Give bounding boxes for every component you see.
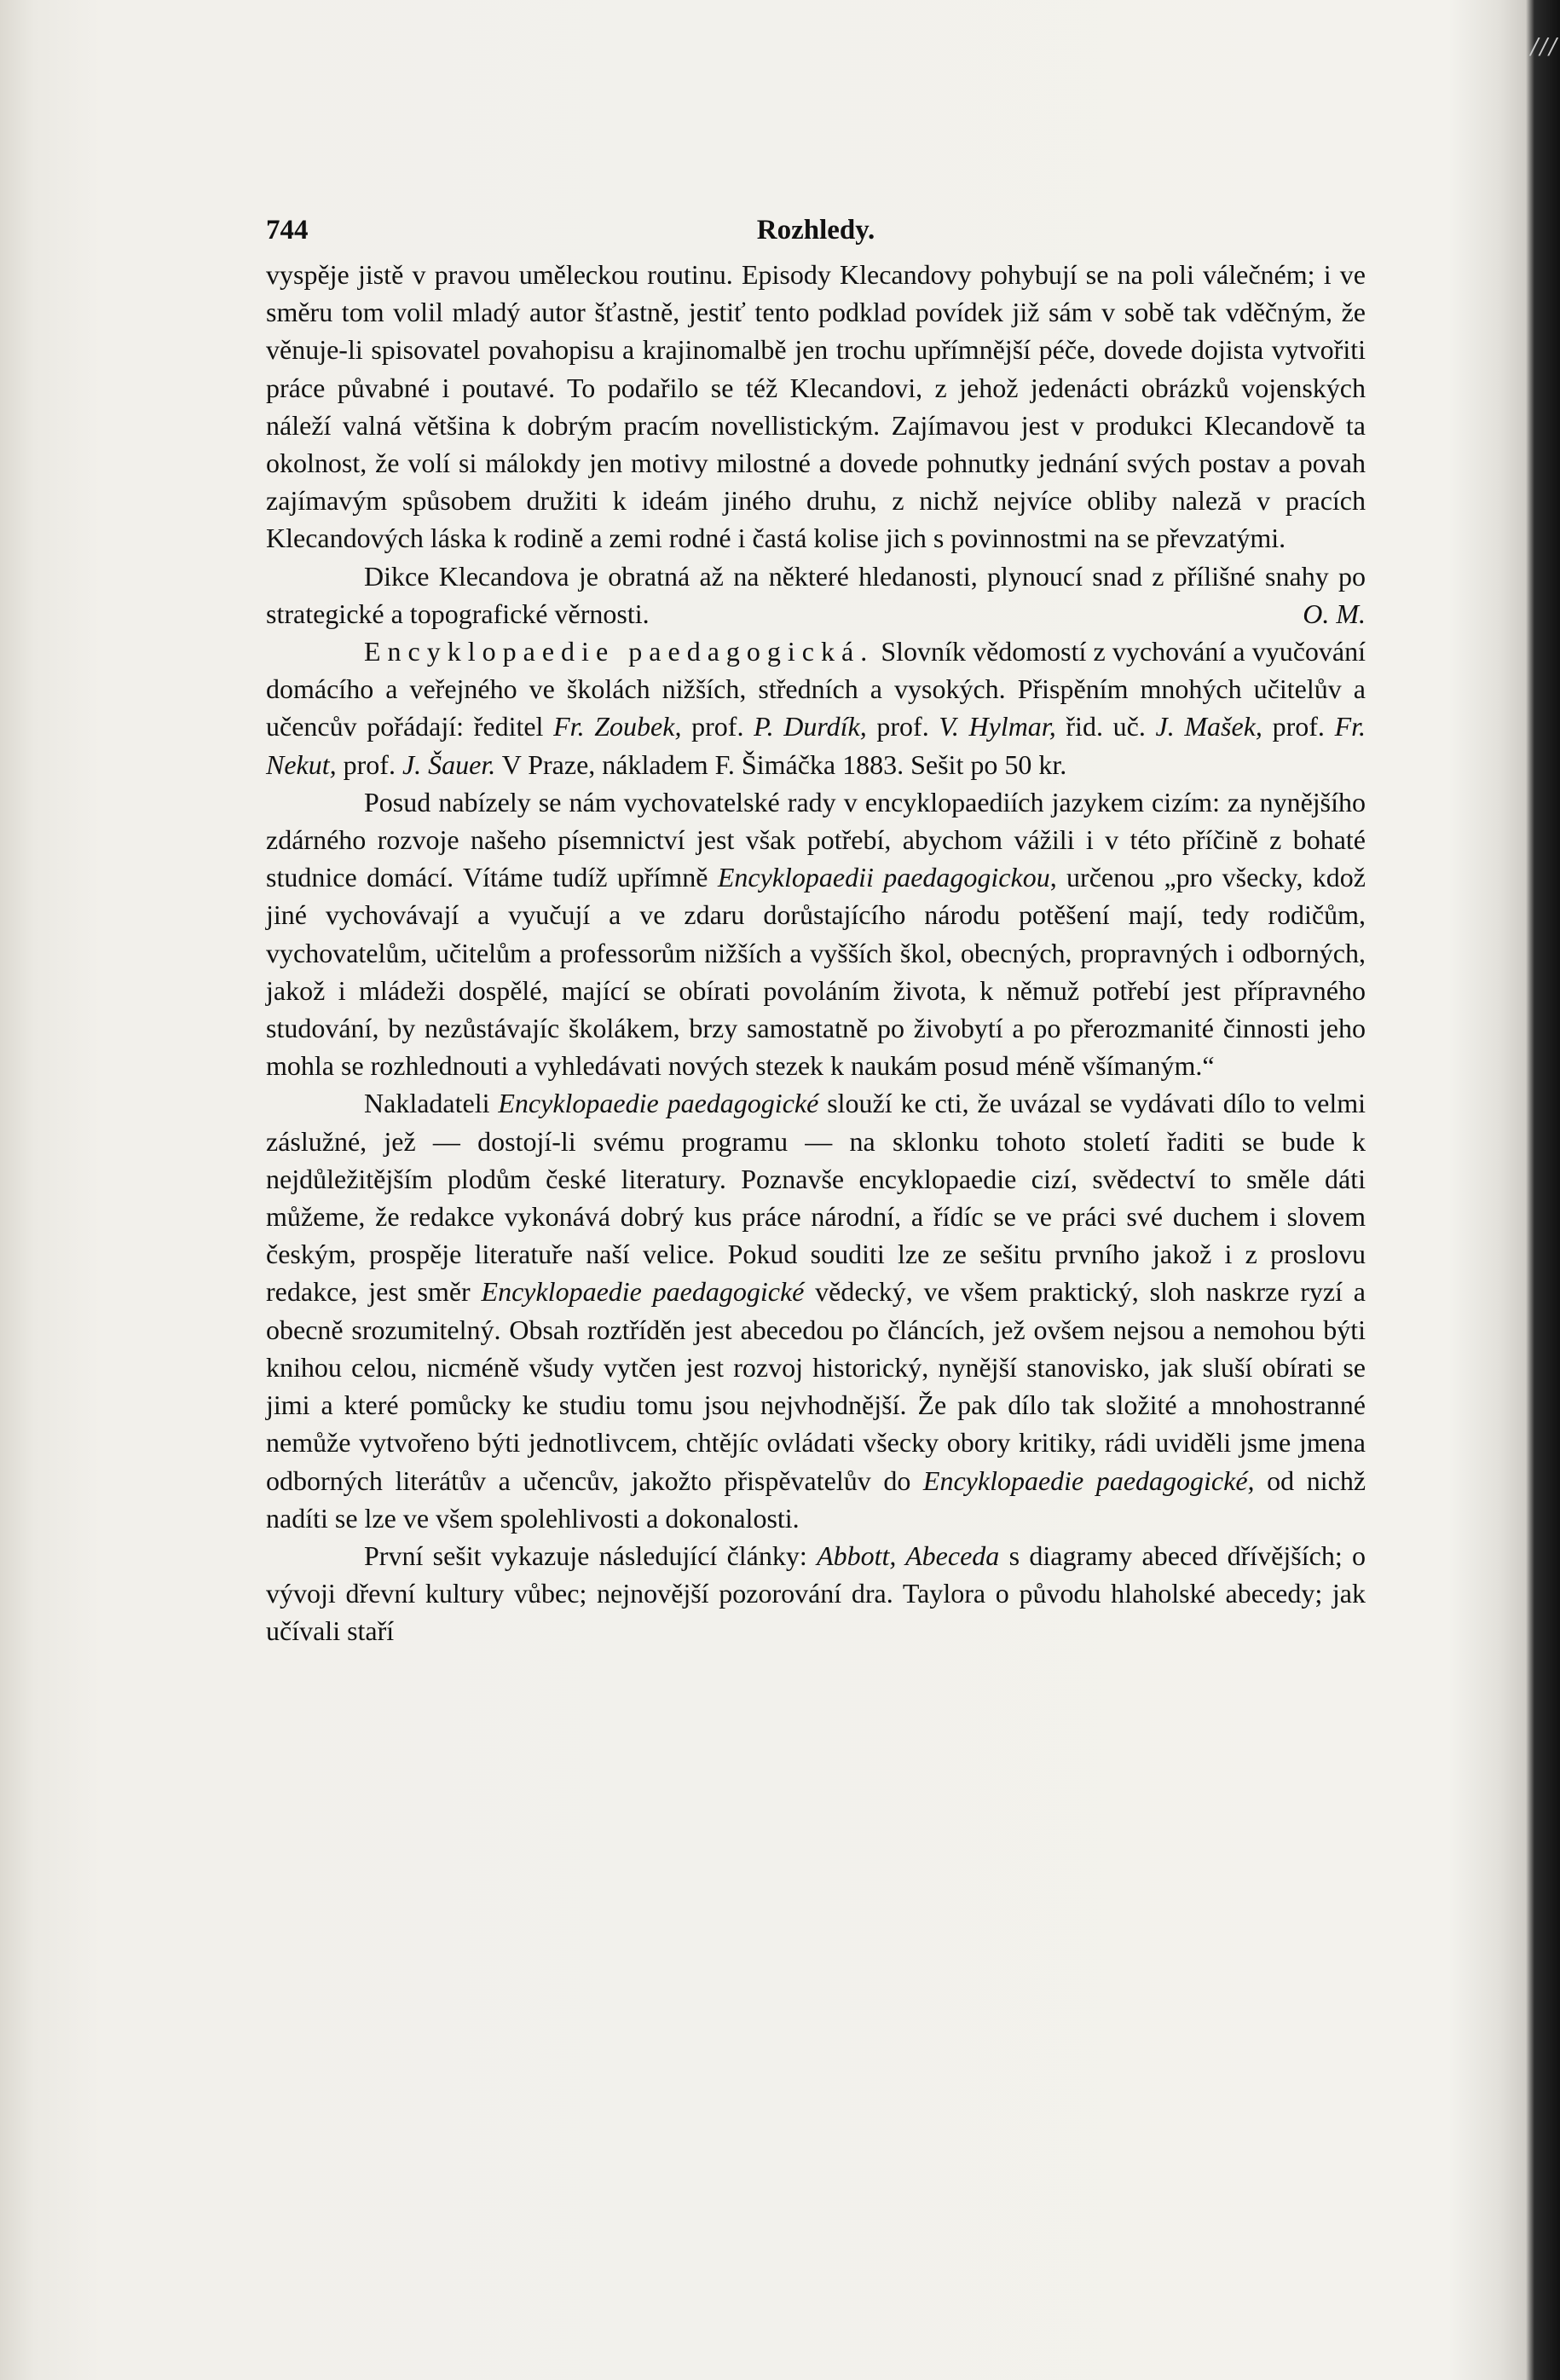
- editor-name: Fr. Nekut,: [266, 711, 1366, 780]
- italic-title: Encyklopaedie paedagogické: [481, 1276, 805, 1308]
- paragraph-text: Posud nabízely se nám vychovatelské rady v encyklopaediích jazykem cizím: za nynějšího zdárného rozvoje našeho písemnictví jest však potřebí, abychom vážili i v této příčině z bohaté studnice domácí. Vítáme tudíž upřímně: [266, 786, 1366, 893]
- page-content: [266, 205, 1366, 1650]
- italic-title: Abbott, Abeceda: [817, 1539, 1000, 1571]
- page-number: 744: [266, 215, 309, 246]
- book-text: prof.: [681, 711, 754, 742]
- paragraph-5: [266, 1084, 1366, 1536]
- paragraph-1: vyspěje jistě v pravou uměleckou routinu. Episody Klecandovy pohybují se na poli válečném; i ve směru tom volil mladý autor šťastně, jestiť tento podklad povídek již sám v sobě tak vděčným, že věnuje-li spisovatel povahopisu a krajinomalbě jen trochu upřímnější péče, dovede dojista vytvořiti práce půvabné i poutavé. To podařilo se též Klecandovi, z jehož jedenácti obrázků vojenských náleží valná většina k dobrým pracím novellistickým. Zajímavou jest v produkci Klecandově ta okolnost, že volí si málokdy jen motivy milostné a dovede pohnutky jednání svých postav a povah zajímavým spůsobem družiti k ideám jiného druhu, z nichž nejvíce obliby naleză v pracích Klecandových láska k rodině a zemi rodné i častá kolise jich s povinnostmi na se převzatými.: [266, 259, 1366, 554]
- editor-name: P. Durdík,: [754, 711, 867, 742]
- book-text: řid. uč.: [1055, 711, 1156, 742]
- book-text: prof.: [1262, 711, 1335, 742]
- paragraph-4: [266, 783, 1366, 1085]
- running-head: [266, 205, 1366, 256]
- body-text: [266, 256, 1366, 1650]
- italic-title: Encyklopaedii paedagogickou: [717, 862, 1050, 893]
- running-title: Rozhledy.: [756, 215, 875, 246]
- paragraph-2-text: Dikce Klecandova je obratná až na některé hledanosti, plynoucí snad z přílišné snahy po strategické a topografické věrnosti.: [266, 560, 1366, 629]
- author-signature: O. M.: [1303, 598, 1366, 629]
- italic-title: Encyklopaedie paedagogické: [498, 1088, 819, 1119]
- editor-name: Fr. Zoubek,: [553, 711, 682, 742]
- paragraph-text: vědecký, ve všem praktický, sloh naskrze ryzí a obecně srozumitelný. Obsah roztříděn jest abecedou po článcích, jež ovšem nejsou a nemohou býti knihou celou, nicméně všudy vytčen jest rozvoj historický, nynější stanovisko, jak sluší obírati se jimi a které pomůcky ke studiu tomu jsou nejvhodnější. Že pak dílo tak složité a mnohostranné nemůže vytvořeno býti jednotlivcem, chtějíc ovládati všecky obory kritiky, rádi uviděli jsme jmena odborných literátův a učencův, jakožto přispěvatelův do: [266, 1276, 1366, 1496]
- book-text: Slovník vědomostí z vychování a vyučování domácího a veřejného ve školách nižších, středních a vysokých. Přispěním mnohých učitelův a učencův pořádají: ředitel: [266, 636, 1366, 742]
- edge-mark: ///: [1530, 34, 1558, 60]
- paragraph-2: [266, 557, 1366, 633]
- book-text: prof.: [336, 748, 402, 780]
- paragraph-text: slouží ke cti, že uvázal se vydávati dílo to velmi záslužné, jež — dostojí-li svému programu — na sklonku tohoto století řaditi se bude k nejdůležitějším plodům české literatury. Poznavše encyklopaedie cizí, svědectví to směle dáti můžeme, že redakce vykonává dobrý kus práce národní, a řídíc se ve práci své duchem i slovem českým, prospěje literatuře naší velice. Pokud souditi lze ze sešitu prvního jakož i z proslovu redakce, jest směr: [266, 1088, 1366, 1308]
- editor-name: V. Hylmar,: [939, 711, 1056, 742]
- paragraph-text: s diagramy abeced dřívějších; o vývoji dřevní kultury vůbec; nejnovější pozorování dra. Taylora o původu hlaholské abecedy; jak učívali staří: [266, 1539, 1366, 1647]
- italic-title: Encyklopaedie paedagogické,: [922, 1464, 1255, 1496]
- book-text: prof.: [866, 711, 939, 742]
- editor-name: J. Mašek,: [1155, 711, 1262, 742]
- paragraph-text: , určenou „pro všecky, kdož jiné vychovávají a vyučují a ve zdaru dorůstajícího národu potěšení mají, tedy rodičům, vychovatelům, učitelům a professorům nižších a vyšších škol, obecných, propravných i odborných, jakož i mládeži dospělé, mající se obírati povoláním života, k němuž potřebí jest přípravného studování, by nezůstávajíc školákem, brzy samostatně po živobytí a po přerozmanité činnosti jeho mohla se rozhlednouti a vyhledávati nových stezek k naukám posud méně všímaným.“: [266, 862, 1366, 1082]
- book-title: Encyklopaedie paedagogická.: [364, 636, 875, 667]
- paragraph-text: Nakladateli: [364, 1088, 499, 1119]
- paragraph-text: První sešit vykazuje následující články:: [364, 1539, 818, 1571]
- book-text: V Praze, nákladem F. Šimáčka 1883. Sešit po 50 kr.: [495, 748, 1067, 780]
- paragraph-3-book-entry: [266, 633, 1366, 783]
- paragraph-6: [266, 1537, 1366, 1650]
- paragraph-text: od nichž nadíti se lze ve všem spolehlivosti a dokonalosti.: [266, 1464, 1366, 1534]
- editor-name: J. Šauer.: [402, 748, 496, 780]
